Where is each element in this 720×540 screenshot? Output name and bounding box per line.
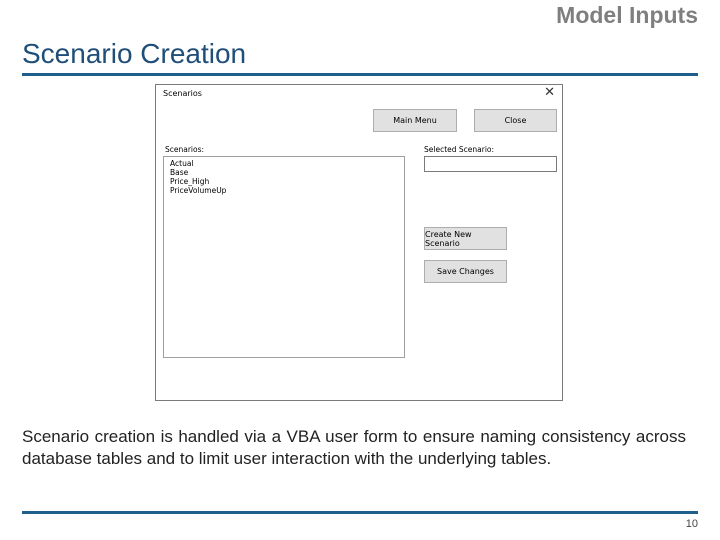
list-item[interactable]: PriceVolumeUp [170,186,227,195]
slide-title: Scenario Creation [22,38,247,69]
save-changes-button[interactable]: Save Changes [424,260,507,283]
title-divider [22,73,698,76]
selected-scenario-input[interactable] [424,156,557,172]
list-item[interactable]: Base [170,168,189,177]
page-number: 10 [685,518,698,530]
close-icon[interactable]: ✕ [544,85,555,100]
dialog-title: Scenarios [163,89,202,98]
list-item[interactable]: Price_High [170,177,210,186]
main-menu-button[interactable]: Main Menu [373,109,457,132]
scenarios-label: Scenarios: [165,145,205,154]
list-item[interactable]: Actual [170,159,194,168]
scenarios-listbox[interactable] [163,156,405,358]
selected-scenario-label: Selected Scenario: [424,145,495,154]
close-button[interactable]: Close [474,109,557,132]
create-new-scenario-button[interactable]: Create New Scenario [424,227,507,250]
section-label: Model Inputs [556,2,698,28]
description-text: Scenario creation is handled via a VBA user form to ensure naming consistency across database tables and to limit user interaction with the underlying tables. [22,427,686,468]
footer-divider [22,511,698,514]
scenarios-dialog [155,84,563,401]
